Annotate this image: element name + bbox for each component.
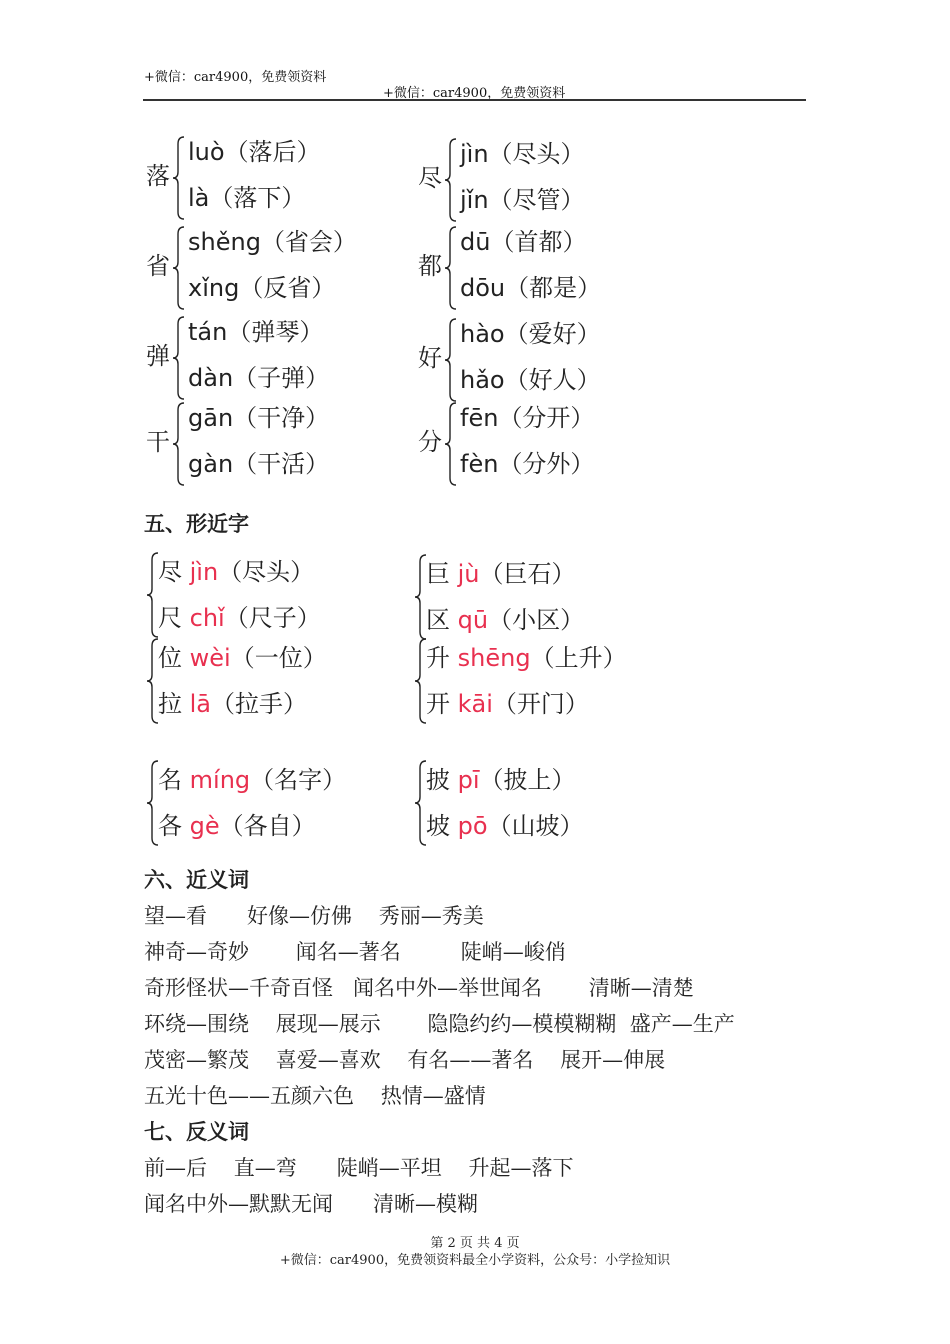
polyphonic-group <box>418 132 678 224</box>
similar-group <box>414 632 674 728</box>
synonym-line: 环绕—围绕 展现—展示 隐隐约约—模模糊糊 盛产—生产 <box>144 1012 735 1036</box>
similar-char: 披 <box>426 766 450 794</box>
brace-icon <box>444 402 458 486</box>
pinyin: tán <box>188 318 228 346</box>
pinyin: wèi <box>189 644 231 672</box>
example-word: （反省） <box>239 274 336 302</box>
similar-row <box>426 554 576 589</box>
pinyin: chǐ <box>189 604 225 632</box>
example-word: （弹琴） <box>227 318 324 346</box>
synonym-line: 望—看 好像—仿佛 秀丽—秀美 <box>144 904 484 928</box>
section5-title: 五、形近字 <box>144 511 249 536</box>
reading-row <box>460 314 601 349</box>
similar-char: 各 <box>158 812 182 840</box>
similar-row <box>158 552 314 587</box>
reading-row <box>460 134 585 169</box>
similar-group <box>146 632 406 728</box>
antonym-line: 闻名中外—默默无闻 清晰—模糊 <box>144 1192 479 1216</box>
example-word: （尺子） <box>224 604 321 632</box>
polyphonic-group <box>418 312 678 404</box>
watermark-top-center: +微信：car4900，免费领资料 <box>383 86 566 101</box>
watermark-top-left: +微信：car4900，免费领资料 <box>144 70 327 85</box>
pinyin: gè <box>189 812 220 840</box>
footer-watermark: +微信：car4900，免费领资料最全小学资料，公众号：小学捡知识 <box>279 1253 671 1268</box>
pinyin: dàn <box>188 364 234 392</box>
polyphonic-char: 好 <box>418 344 442 372</box>
polyphonic-char: 都 <box>418 252 442 280</box>
similar-char: 尽 <box>158 558 182 586</box>
reading-row <box>188 358 329 393</box>
reading-row <box>188 444 329 479</box>
polyphonic-char: 落 <box>146 162 170 190</box>
pinyin: luò <box>188 138 225 166</box>
pinyin: xǐng <box>188 274 240 302</box>
similar-row <box>426 760 576 795</box>
example-word: （落下） <box>209 184 306 212</box>
polyphonic-char: 省 <box>146 252 170 280</box>
similar-row <box>158 760 346 795</box>
similar-char: 坡 <box>426 812 450 840</box>
example-word: （分外） <box>498 450 595 478</box>
polyphonic-group <box>146 220 406 312</box>
example-word: （落后） <box>224 138 321 166</box>
similar-char: 开 <box>426 690 450 718</box>
reading-row <box>460 180 585 215</box>
similar-char: 拉 <box>158 690 182 718</box>
polyphonic-group <box>146 130 406 222</box>
brace-icon <box>172 402 186 486</box>
brace-icon <box>444 138 458 222</box>
reading-row <box>460 398 594 433</box>
example-word: （都是） <box>505 274 602 302</box>
example-word: （好人） <box>504 366 601 394</box>
brace-icon <box>172 316 186 400</box>
pinyin: jìn <box>460 140 489 168</box>
pinyin: míng <box>189 766 251 794</box>
example-word: （子弹） <box>233 364 330 392</box>
pinyin: pō <box>457 812 488 840</box>
example-word: （小区） <box>488 606 585 634</box>
reading-row <box>460 360 601 395</box>
similar-row <box>426 806 584 841</box>
pinyin: qū <box>457 606 489 634</box>
brace-icon <box>444 226 458 310</box>
similar-group <box>414 754 674 850</box>
example-word: （一位） <box>230 644 327 672</box>
reading-row <box>460 222 586 257</box>
polyphonic-char: 干 <box>146 428 170 456</box>
section7-title: 七、反义词 <box>144 1119 249 1144</box>
polyphonic-group <box>418 396 678 488</box>
polyphonic-group <box>146 310 406 402</box>
pinyin: dū <box>460 228 491 256</box>
similar-char: 升 <box>426 644 450 672</box>
similar-char: 位 <box>158 644 182 672</box>
example-word: （上升） <box>530 644 627 672</box>
example-word: （省会） <box>260 228 357 256</box>
brace-icon <box>172 226 186 310</box>
example-word: （名字） <box>250 766 347 794</box>
synonym-line: 神奇—奇妙 闻名—著名 陡峭—峻俏 <box>144 940 566 964</box>
example-word: （尽头） <box>488 140 585 168</box>
similar-char: 区 <box>426 606 450 634</box>
similar-char: 尺 <box>158 604 182 632</box>
brace-icon <box>172 136 186 220</box>
pinyin: gàn <box>188 450 234 478</box>
synonym-line: 五光十色——五颜六色 热情—盛情 <box>144 1084 486 1108</box>
header-divider <box>143 99 806 101</box>
polyphonic-group <box>418 220 678 312</box>
brace-icon <box>444 318 458 402</box>
pinyin: jù <box>457 560 480 588</box>
pinyin: lā <box>189 690 212 718</box>
pinyin: hǎo <box>460 366 505 394</box>
example-word: （干净） <box>233 404 330 432</box>
reading-row <box>188 222 357 257</box>
page-number: 第 2 页 共 4 页 <box>430 1236 520 1251</box>
reading-row <box>188 398 329 433</box>
similar-row <box>158 598 321 633</box>
reading-row <box>460 268 601 303</box>
reading-row <box>188 312 323 347</box>
pinyin: fēn <box>460 404 499 432</box>
pinyin: kāi <box>457 690 493 718</box>
section6-title: 六、近义词 <box>144 867 249 892</box>
reading-row <box>188 132 321 167</box>
reading-row <box>188 178 305 213</box>
example-word: （尽头） <box>218 558 315 586</box>
reading-row <box>460 444 594 479</box>
pinyin: jìn <box>189 558 219 586</box>
example-word: （分开） <box>498 404 595 432</box>
example-word: （山坡） <box>487 812 584 840</box>
pinyin: shēng <box>457 644 531 672</box>
similar-row <box>158 684 307 719</box>
similar-row <box>158 806 316 841</box>
polyphonic-group <box>146 396 406 488</box>
pinyin: pī <box>457 766 480 794</box>
polyphonic-char: 分 <box>418 428 442 456</box>
example-word: （首都） <box>490 228 587 256</box>
synonym-line: 茂密—繁茂 喜爱—喜欢 有名——著名 展开—伸展 <box>144 1048 666 1072</box>
pinyin: gān <box>188 404 234 432</box>
similar-char: 巨 <box>426 560 450 588</box>
similar-char: 名 <box>158 766 182 794</box>
example-word: （披上） <box>479 766 576 794</box>
similar-group <box>146 754 406 850</box>
similar-row <box>426 638 627 673</box>
example-word: （尽管） <box>488 186 585 214</box>
similar-row <box>426 684 589 719</box>
example-word: （巨石） <box>479 560 576 588</box>
reading-row <box>188 268 335 303</box>
polyphonic-char: 弹 <box>146 342 170 370</box>
pinyin: fèn <box>460 450 499 478</box>
example-word: （各自） <box>219 812 316 840</box>
polyphonic-char: 尽 <box>418 164 442 192</box>
pinyin: hào <box>460 320 505 348</box>
similar-group <box>414 548 674 644</box>
example-word: （拉手） <box>211 690 308 718</box>
example-word: （干活） <box>233 450 330 478</box>
pinyin: shěng <box>188 228 261 256</box>
antonym-line: 前—后 直—弯 陡峭—平坦 升起—落下 <box>144 1156 574 1180</box>
pinyin: dōu <box>460 274 506 302</box>
pinyin: là <box>188 184 210 212</box>
pinyin: jǐn <box>460 186 489 214</box>
example-word: （开门） <box>492 690 589 718</box>
similar-row <box>158 638 327 673</box>
example-word: （爱好） <box>504 320 601 348</box>
similar-group <box>146 546 406 642</box>
synonym-line: 奇形怪状—千奇百怪 闻名中外—举世闻名 清晰—清楚 <box>144 976 694 1000</box>
similar-row <box>426 600 584 635</box>
